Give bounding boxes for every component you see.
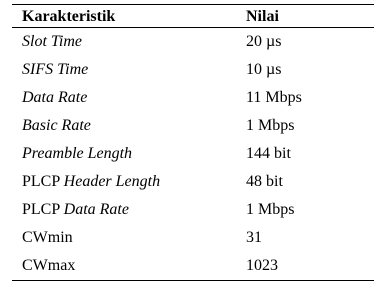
table-header-row bbox=[12, 5, 374, 28]
row-characteristic bbox=[12, 140, 246, 168]
row-characteristic bbox=[12, 28, 246, 57]
header-karakteristik: Karakteristik bbox=[12, 5, 246, 28]
characteristic-italic: Basic Rate bbox=[22, 117, 91, 134]
row-value: 1 Mbps bbox=[246, 201, 295, 218]
table-row bbox=[12, 252, 374, 281]
row-characteristic bbox=[12, 224, 246, 252]
table-row bbox=[12, 56, 374, 84]
row-value: 1 Mbps bbox=[246, 117, 295, 134]
table-body bbox=[12, 28, 374, 281]
characteristic-italic: Preamble Length bbox=[22, 145, 133, 162]
characteristic-plain: CWmax bbox=[22, 257, 76, 274]
characteristic-italic: Data Rate bbox=[22, 89, 88, 106]
characteristic-italic: Data Rate bbox=[63, 201, 129, 218]
row-value: 1023 bbox=[246, 252, 374, 281]
table-row bbox=[12, 112, 374, 140]
characteristic-italic: Header Length bbox=[63, 173, 161, 190]
table-row bbox=[12, 196, 374, 224]
characteristic-italic: Slot Time bbox=[22, 33, 83, 50]
row-characteristic bbox=[12, 196, 246, 224]
row-characteristic bbox=[12, 56, 246, 84]
table-row bbox=[12, 224, 374, 252]
row-value: 11 Mbps bbox=[246, 89, 302, 106]
table-row bbox=[12, 140, 374, 168]
row-characteristic bbox=[12, 252, 246, 281]
row-value: 31 bbox=[246, 229, 262, 246]
characteristic-plain: CWmin bbox=[22, 229, 73, 246]
table-row bbox=[12, 168, 374, 196]
header-nilai: Nilai bbox=[246, 5, 374, 28]
row-value: 144 bit bbox=[246, 145, 291, 162]
row-characteristic bbox=[12, 84, 246, 112]
characteristic-plain: PLCP bbox=[22, 201, 64, 218]
row-value: 10 µs bbox=[246, 61, 282, 78]
characteristic-plain: PLCP bbox=[22, 173, 64, 190]
row-value: 20 µs bbox=[246, 33, 282, 50]
row-value: 48 bit bbox=[246, 173, 283, 190]
row-characteristic bbox=[12, 168, 246, 196]
parameter-table bbox=[12, 4, 374, 281]
table-row bbox=[12, 28, 374, 57]
characteristic-italic: SIFS Time bbox=[22, 61, 89, 78]
table-row bbox=[12, 84, 374, 112]
row-characteristic bbox=[12, 112, 246, 140]
